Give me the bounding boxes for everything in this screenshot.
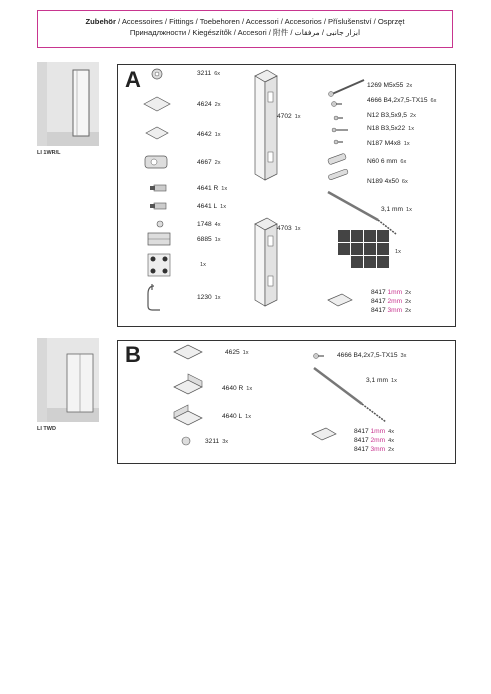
section-b-left-icons (168, 343, 218, 453)
door-thumbnail-icon (37, 62, 99, 146)
plate-icon (148, 254, 170, 276)
item-a-6885: 6885 1x (197, 236, 221, 243)
dowel-icon (328, 153, 347, 165)
item-b-shim-3: 8417 3mm 2x (354, 446, 395, 453)
item-a-4642: 4642 1x (197, 131, 221, 138)
item-a-shim-2: 8417 2mm 2x (371, 298, 412, 305)
item-a-4702: 4702 1x (277, 113, 301, 120)
item-a-4624: 4624 2x (197, 101, 221, 108)
item-a-n12: N12 B3,5x9,5 2x (367, 112, 416, 119)
screw-icon (332, 128, 348, 132)
section-a-profiles (245, 70, 285, 315)
item-a-shim-3: 8417 3mm 2x (371, 307, 412, 314)
screw-icon (334, 116, 343, 120)
item-a-n60: N60 6 mm 6x (367, 158, 407, 165)
item-a-1269: 1269 M5x55 2x (367, 82, 413, 89)
item-a-3211: 3211 6x (197, 70, 221, 77)
screw-icon (329, 80, 365, 97)
plate-icon (144, 97, 170, 111)
drill-bit-icon (328, 192, 396, 234)
item-b-shim-2: 8417 2mm 4x (354, 437, 395, 444)
header-title: Zubehör (85, 17, 116, 26)
item-a-1230: 1230 1x (197, 294, 221, 301)
item-a-4703: 4703 1x (277, 225, 301, 232)
item-b-shim-1: 8417 1mm 4x (354, 428, 395, 435)
header-line-2: Принадлжности / Kiegészítők / Accesori / 附件 / ابزار جانبی / مرفقات (129, 28, 361, 37)
item-b-3211: 3211 3x (205, 438, 229, 445)
bracket-icon (150, 185, 166, 191)
hook-icon (148, 284, 160, 310)
thumbnail-b (37, 338, 99, 422)
tile-grid-icon (338, 230, 389, 268)
washer-icon (182, 437, 190, 445)
item-a-shim-1: 8417 1mm 2x (371, 289, 412, 296)
item-a-4641r: 4641 R 1x (197, 185, 228, 192)
plate-icon (146, 127, 168, 139)
header-languages: / Accessoires / Fittings / Toebehoren / Accessori / Accesorios / Příslušenství / Osprzęt (115, 17, 405, 26)
section-a-letter: A (125, 67, 141, 92)
washer-icon (152, 69, 162, 79)
section-a-left-icons (140, 68, 185, 313)
header-box (37, 10, 453, 48)
bracket-icon (174, 374, 202, 394)
item-b-drill: 3,1 mm 1x (366, 377, 397, 384)
header-line-1 (38, 16, 452, 27)
item-a-n187: N187 M4x8 1x (367, 140, 410, 147)
section-a-right-icons (318, 72, 448, 317)
item-b-4640l: 4640 L 1x (222, 413, 252, 420)
shim-icon (312, 428, 336, 440)
plate-icon (174, 345, 202, 359)
item-b-4625: 4625 1x (225, 349, 249, 356)
section-b-letter: B (125, 342, 141, 367)
item-a-n18: N18 B3,5x22 1x (367, 125, 415, 132)
item-b-4666: 4666 B4,2x7,5-TX15 3x (337, 352, 407, 359)
item-a-4666: 4666 B4,2x7,5-TX15 6x (367, 97, 437, 104)
screw-icon (314, 354, 325, 359)
item-a-drill: 3,1 mm 1x (381, 206, 412, 213)
item-a-tiles: 1x (395, 249, 401, 255)
thumbnail-b-caption: LI TWD (37, 426, 56, 432)
item-a-4667: 4667 2x (197, 159, 221, 166)
item-a-4641l: 4641 L 1x (197, 203, 227, 210)
bracket-icon (174, 405, 202, 425)
bracket-icon (150, 203, 166, 209)
profile-bar-icon (255, 218, 277, 306)
screw-icon (334, 140, 343, 144)
dowel-icon (328, 169, 349, 181)
item-a-n189: N189 4x50 6x (367, 178, 408, 185)
shim-icon (328, 294, 352, 306)
bracket-icon (145, 156, 167, 168)
item-a-pads: 1x (200, 262, 206, 268)
thumbnail-a-caption: LI 1WR/L (37, 150, 61, 156)
item-b-4640r: 4640 R 1x (222, 385, 253, 392)
screw-icon (332, 102, 343, 107)
door-thumbnail-icon (37, 338, 99, 422)
item-a-1748: 1748 4x (197, 221, 221, 228)
thumbnail-a (37, 62, 99, 146)
profile-bar-icon (255, 70, 277, 180)
washer-icon (157, 221, 163, 227)
plate-icon (148, 233, 170, 245)
